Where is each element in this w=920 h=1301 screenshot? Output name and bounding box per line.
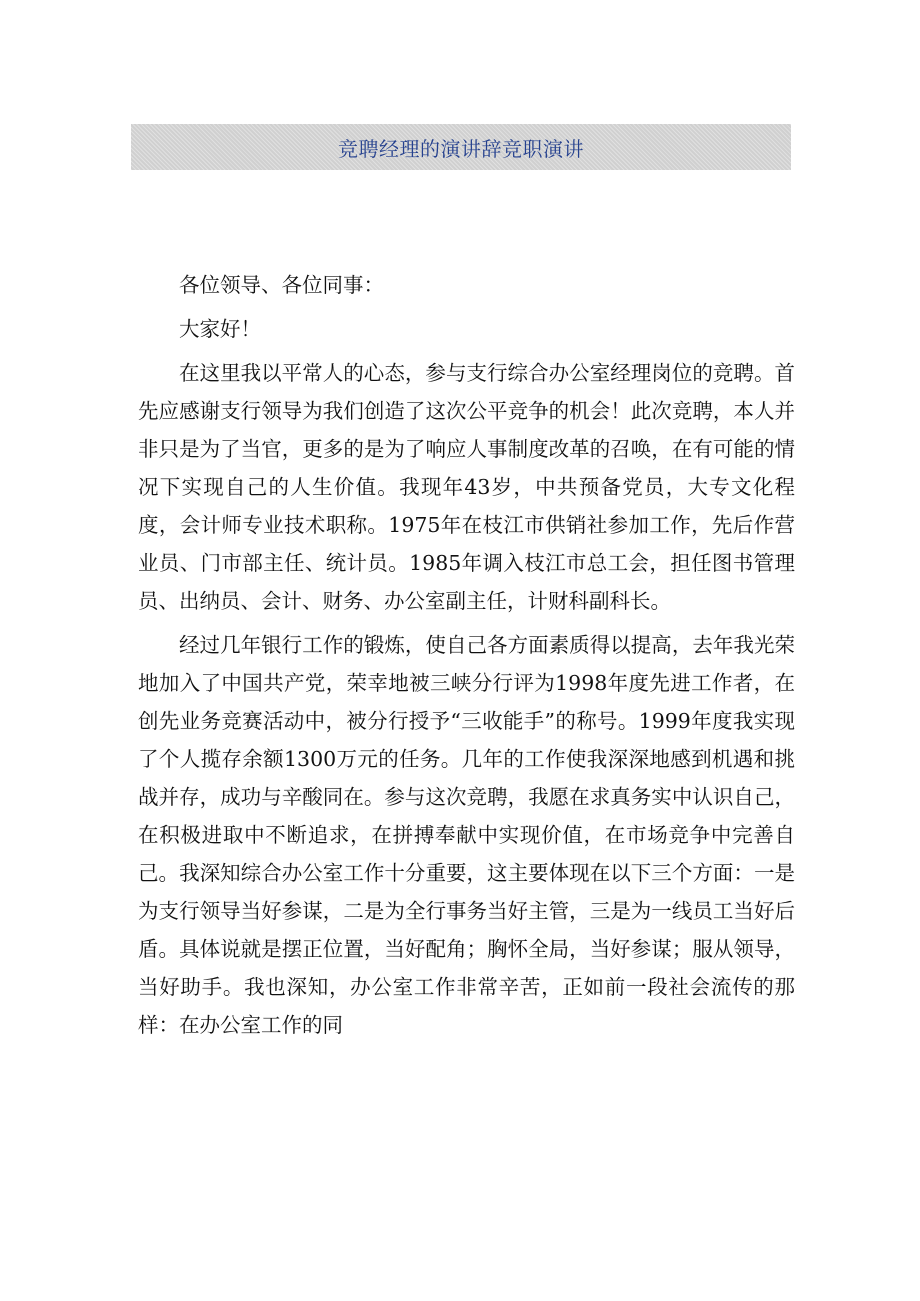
salutation: 各位领导、各位同事： (179, 273, 384, 297)
greeting: 大家好！ (179, 317, 261, 341)
document-title: 竞聘经理的演讲辞竞职演讲 (338, 136, 584, 161)
body-paragraph: 在这里我以平常人的心态，参与支行综合办公室经理岗位的竞聘。首先应感谢支行领导为我们创造了这次公平竞争的机会！此次竞聘，本人并非只是为了当官，更多的是为了响应人事制度改革的召唤，在有可能的情况下实现自己的人生价值。我现年43岁，中共预备党员，大专文化程度，会计师专业技术职称。1975年在枝江市供销社参加工作，先后作营业员、门市部主任、统计员。1985年调入枝江市总工会，担任图书管理员、出纳员、会计、财务、办公室副主任，计财科副科长。 (138, 361, 795, 613)
body-paragraph: 经过几年银行工作的锻炼，使自己各方面素质得以提高，去年我光荣地加入了中国共产党，荣幸地被三峡分行评为1998年度先进工作者，在创先业务竞赛活动中，被分行授予“三收能手”的称号。1999年度我实现了个人揽存余额1300万元的任务。几年的工作使我深深地感到机遇和挑战并存，成功与辛酸同在。参与这次竞聘，我愿在求真务实中认识自己，在积极进取中不断追求，在拼搏奉献中实现价值，在市场竞争中完善自己。我深知综合办公室工作十分重要，这主要体现在以下三个方面：一是为支行领导当好参谋，二是为全行事务当好主管，三是为一线员工当好后盾。具体说就是摆正位置，当好配角；胸怀全局，当好参谋；服从领导，当好助手。我也深知，办公室工作非常辛苦，正如前一段社会流传的那样：在办公室工作的同 (138, 633, 795, 1037)
title-banner (131, 124, 791, 170)
document-body (138, 266, 795, 1050)
